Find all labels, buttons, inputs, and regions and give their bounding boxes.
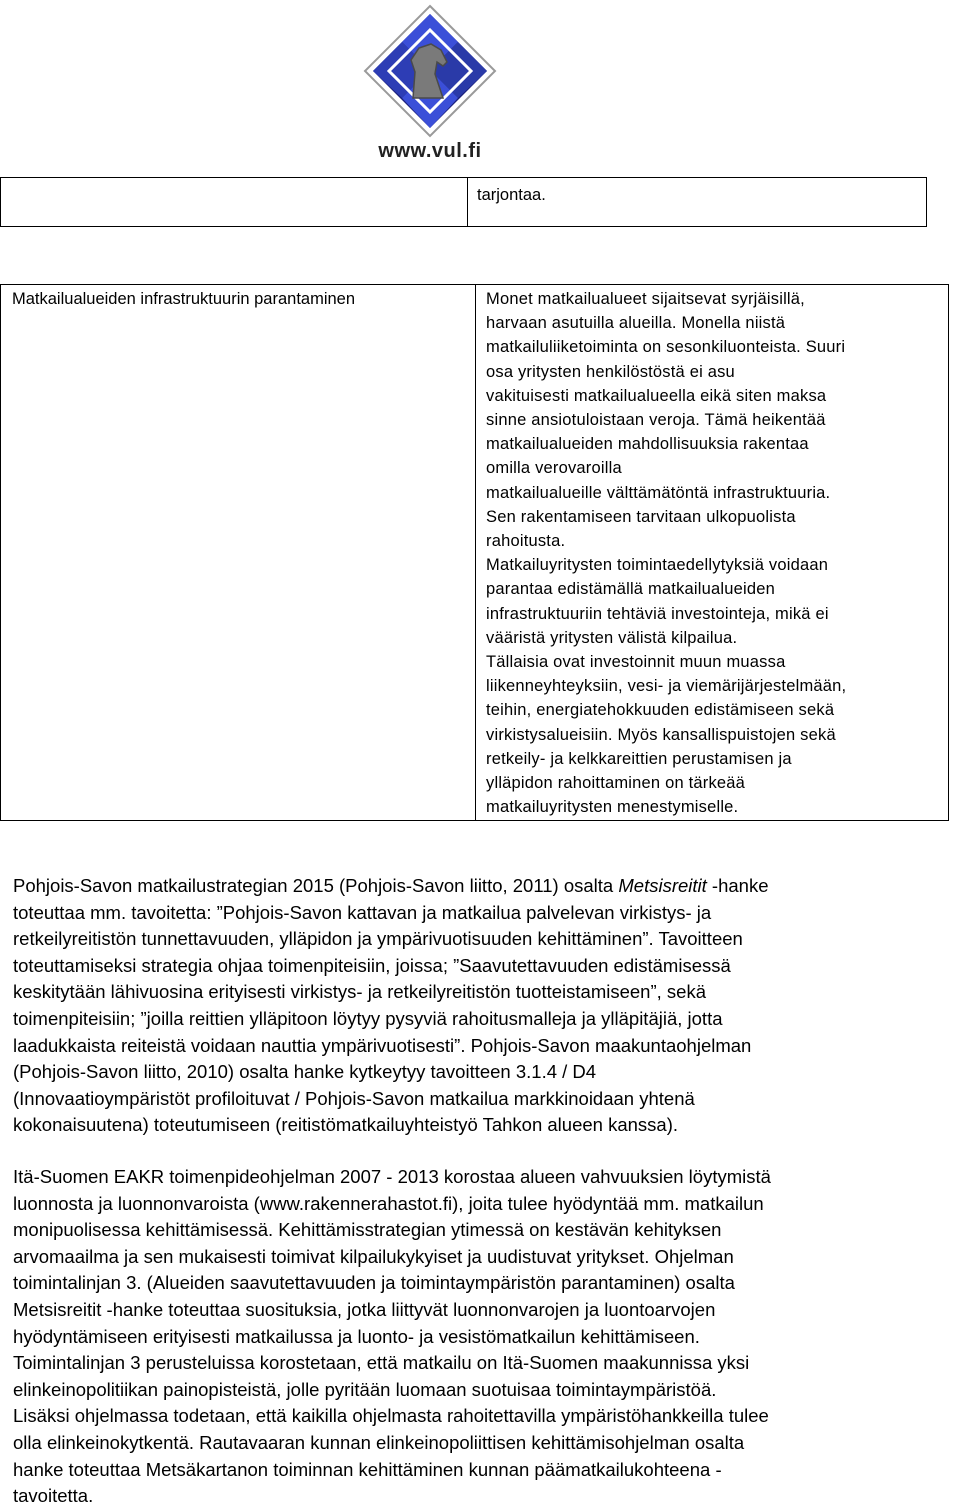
paragraph-line: [13, 873, 958, 900]
paragraph-line: arvomaailma ja sen mukaisesti toimivat kilpailukykyiset ja uudistuvat yritykset. Ohjelman: [13, 1245, 734, 1267]
table-cell-empty: [1, 178, 468, 227]
vul-logo-emblem: [355, 0, 505, 140]
description-line: Tällaisia ovat investoinnit muun muassa: [486, 653, 786, 672]
description-line: Monet matkailualueet sijaitsevat syrjäisillä,: [486, 290, 805, 308]
table-row: [1, 178, 927, 227]
description-line: matkailualueille välttämätöntä infrastruktuuria.: [486, 483, 831, 502]
description-line: parantaa edistämällä matkailualueiden: [486, 580, 775, 599]
paragraph-line: hyödyntämiseen erityisesti matkailussa ja luonto- ja vesistömatkailun kehittämiseen.: [13, 1325, 700, 1347]
description-line: omilla verovaroilla: [486, 459, 622, 478]
paragraph-line: (Innovaatioympäristöt profiloituvat / Pohjois-Savon matkailua markkinoidaan yhtenä: [13, 1087, 695, 1109]
paragraph-line: kokonaisuutena) toteutumiseen (reitistömatkailuyhteistyö Tahkon alueen kanssa).: [13, 1114, 679, 1136]
description-line: rahoitusta.: [486, 532, 566, 551]
table-cell-topic: [1, 285, 476, 821]
description-text: [476, 285, 948, 820]
paragraph-line: toimenpiteisiin; ”joilla reittien ylläpitoon löytyy pysyviä rahoitusmalleja ja ylläpitäjiä, jotta: [13, 1007, 723, 1029]
table-cell-description: [476, 285, 949, 821]
paragraph-text: -hanke: [706, 875, 769, 896]
paragraph-strategy: [13, 873, 958, 1139]
description-line: sinne ansiotuloistaan veroja. Tämä heikentää: [486, 411, 826, 430]
paragraph-line: Toimintalinjan 3 perusteluissa korostetaan, että matkailu on Itä-Suomen maakunnissa yksi: [13, 1352, 750, 1374]
description-line: vääristä yritysten välistä kilpailua.: [486, 628, 738, 647]
description-line: harvaan asutuilla alueilla. Monella niistä: [486, 314, 786, 333]
project-name: Metsisreitit: [618, 875, 707, 896]
description-line: retkeily- ja kelkkareittien perustamisen ja: [486, 749, 792, 768]
description-line: liikenneyhteyksiin, vesi- ja viemärijärjestelmään,: [486, 677, 847, 696]
table-row: [1, 285, 949, 821]
description-line: Sen rakentamiseen tarvitaan ulkopuolista: [486, 507, 796, 526]
paragraph-line: elinkeinopolitiikan painopisteistä, jolle pyritään luomaan suotuisaa toimintaympäristöä.: [13, 1378, 717, 1400]
paragraph-text: Pohjois-Savon matkailustrategian 2015 (Pohjois-Savon liitto, 2011) osalta: [13, 875, 619, 896]
paragraph-line: Lisäksi ohjelmassa todetaan, että kaikilla ohjelmasta rahoitettavilla ympäristöhankkeilla tulee: [13, 1405, 769, 1427]
description-line: vakituisesti matkailualueella eikä siten maksa: [486, 386, 827, 405]
description-line: matkailuliiketoiminta on sesonkiluonteista. Suuri: [486, 338, 846, 357]
paragraph-line: keskitytään lähivuosina erityisesti virkistys- ja retkeilyreitistön tuotteistamiseen”, sekä: [13, 981, 706, 1003]
paragraph-line: tavoitetta.: [13, 1485, 94, 1507]
description-line: osa yritysten henkilöstöstä ei asu: [486, 362, 735, 381]
table-cell: [468, 178, 927, 227]
topic-text: Matkailualueiden infrastruktuurin parantaminen: [12, 290, 356, 308]
description-line: matkailualueiden mahdollisuuksia rakentaa: [486, 435, 809, 454]
paragraph-line: luonnosta ja luonnonvaroista (www.rakennerahastot.fi), joita tulee hyödyntää mm. matkailun: [13, 1192, 764, 1214]
cell-text: tarjontaa.: [477, 186, 546, 204]
paragraph-line: Metsisreitit -hanke toteuttaa suosituksia, jotka liittyvät luonnonvarojen ja luontoarvojen: [13, 1298, 716, 1320]
paragraph-line: toteuttaa mm. tavoitetta: ”Pohjois-Savon kattavan ja matkailua palvelevan virkistys- ja: [13, 901, 712, 923]
description-line: ylläpidon rahoittaminen on tärkeää: [486, 774, 746, 793]
table-top: [0, 177, 927, 227]
paragraph-line: toimintalinjan 3. (Alueiden saavutettavuuden ja toimintaympäristön parantaminen) osalta: [13, 1272, 735, 1294]
paragraph-line: toteuttamiseksi strategia ohjaa toimenpiteisiin, joissa; ”Saavutettavuuden edistämisessä: [13, 954, 731, 976]
paragraph-line: Itä-Suomen EAKR toimenpideohjelman 2007 - 2013 korostaa alueen vahvuuksien löytymistä: [13, 1166, 771, 1187]
paragraph-line: (Pohjois-Savon liitto, 2010) osalta hanke kytkeytyy tavoitteen 3.1.4 / D4: [13, 1061, 597, 1083]
vul-logo: [355, 0, 505, 176]
paragraph-line: monipuolisessa kehittämisessä. Kehittämisstrategian ytimessä on kestävän kehityksen: [13, 1219, 722, 1241]
logo-text: www.vul.fi: [378, 140, 482, 162]
description-line: infrastruktuuriin tehtäviä investointeja, mikä ei: [486, 604, 829, 623]
description-line: teihin, energiatehokkuuden edistämiseen sekä: [486, 701, 835, 720]
paragraph-line: retkeilyreitistön tunnettavuuden, ylläpidon ja ympärivuotisuuden kehittäminen”. Tavoitteen: [13, 928, 743, 950]
paragraph-line: hanke toteuttaa Metsäkartanon toiminnan kehittäminen kunnan päämatkailukohteena -: [13, 1458, 722, 1480]
paragraph-line: olla elinkeinokytkentä. Rautavaaran kunnan elinkeinopoliittisen kehittämisohjelman osalta: [13, 1431, 745, 1453]
table-main: [0, 284, 949, 821]
description-line: matkailuyritysten menestymiselle.: [486, 798, 739, 817]
paragraph-line: laadukkaista reiteistä voidaan nauttia ympärivuotisesti”. Pohjois-Savon maakuntaohjelman: [13, 1034, 752, 1056]
paragraph-eakr: [13, 1164, 958, 1510]
description-line: Matkailuyritysten toimintaedellytyksiä voidaan: [486, 556, 829, 575]
description-line: virkistysalueisiin. Myös kansallispuistojen sekä: [486, 725, 836, 744]
